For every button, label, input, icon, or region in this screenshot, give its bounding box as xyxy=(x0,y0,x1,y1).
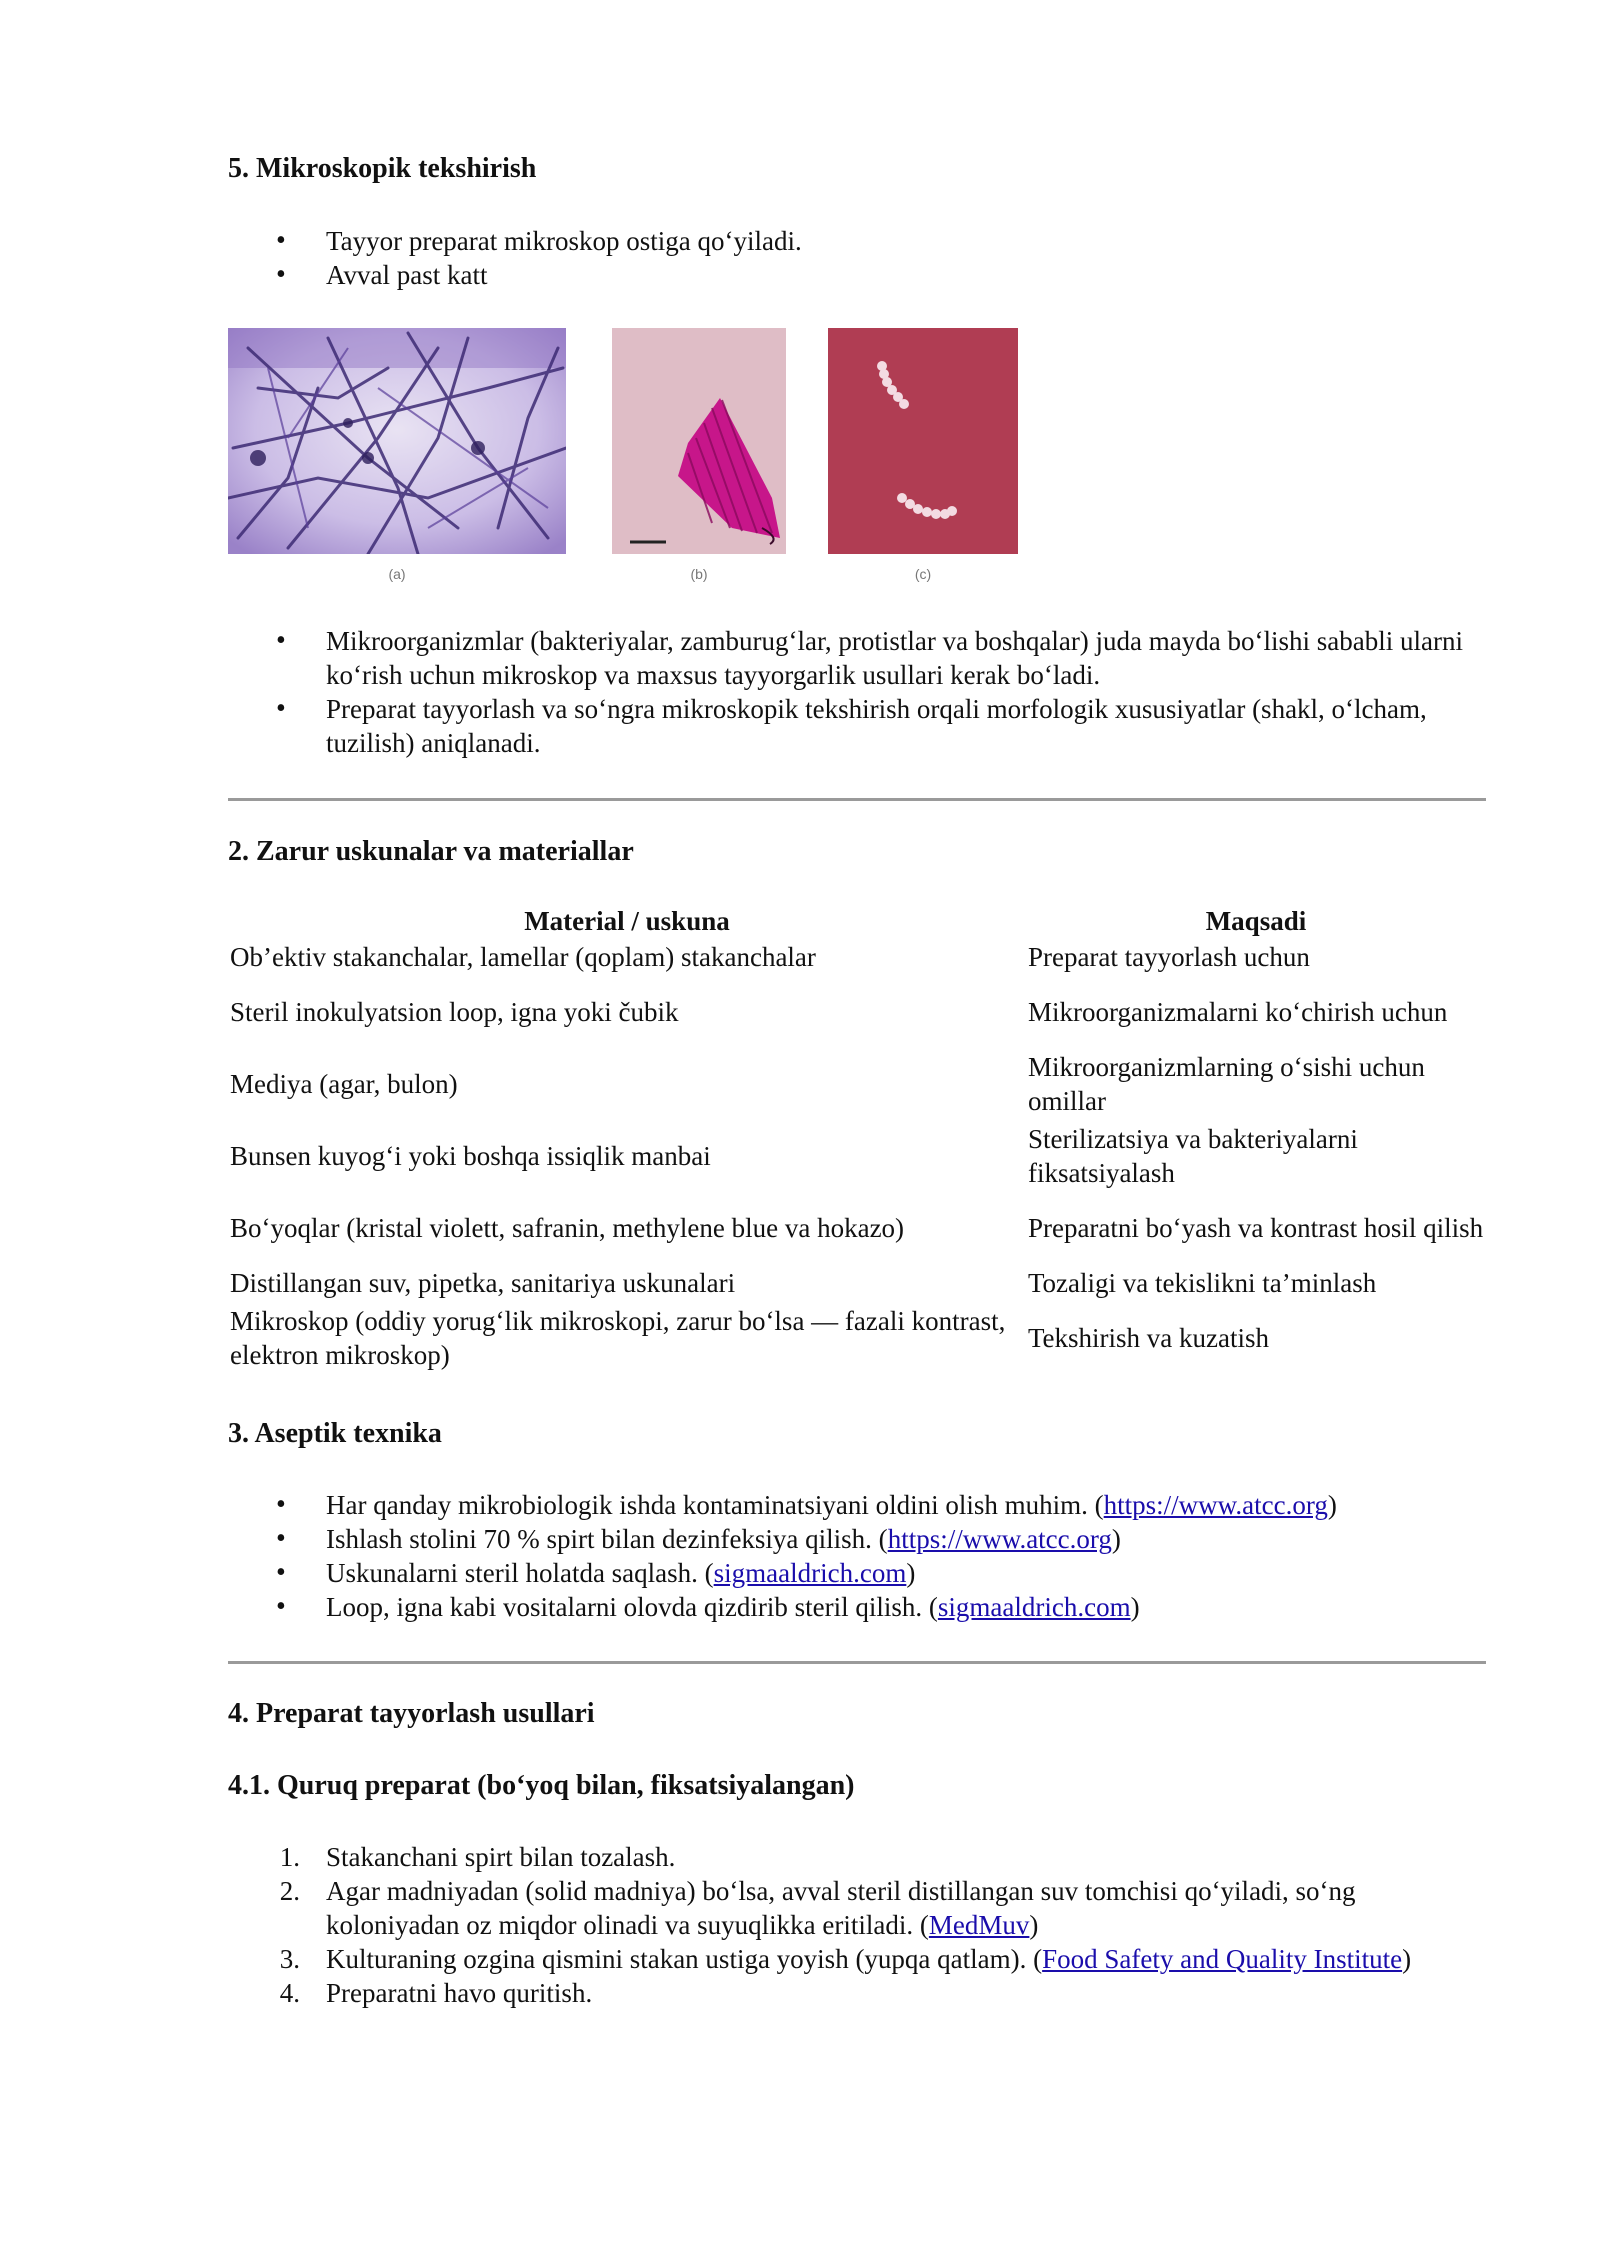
preparation-steps-list xyxy=(270,1840,1470,2010)
list-item-text: Har qanday mikrobiologik ishda kontaminatsiyani oldini olish muhim. ( xyxy=(326,1490,1104,1520)
list-item-text: Agar madniyadan (solid madniya) bo‘lsa, avval steril distillangan suv tomchisi qo‘yiladi, so‘ng koloniyadan oz miqdor olinadi va suyuqlikka eritiladi. ( xyxy=(326,1876,1356,1940)
step-number: 1. xyxy=(279,1842,300,1872)
materials-table xyxy=(228,900,1486,1374)
table-cell: Preparatni bo‘yash va kontrast hosil qilish xyxy=(1027,1213,1484,1243)
horizontal-rule xyxy=(228,1661,1486,1664)
source-link[interactable]: sigmaaldrich.com xyxy=(937,1592,1131,1622)
list-item xyxy=(270,1976,1470,2010)
table-cell: Bo‘yoqlar (kristal violett, safranin, methylene blue va hokazo) xyxy=(230,1213,905,1243)
section-heading-preparation: 4. Preparat tayyorlash usullari xyxy=(228,1698,595,1729)
list-item-text: ) xyxy=(1029,1910,1039,1940)
table-cell: Mikroorganizmlarning o‘sishi uchun omillar xyxy=(1027,1052,1425,1116)
list-item: • Tayyor preparat mikroskop ostiga qo‘yiladi. xyxy=(270,224,1470,258)
table-header-material: Material / uskuna xyxy=(524,906,730,936)
micrograph-b-image xyxy=(612,328,786,554)
table-cell: Mikroorganizmalarni ko‘chirish uchun xyxy=(1027,997,1448,1027)
table-cell: Preparat tayyorlash uchun xyxy=(1027,942,1310,972)
list-item-text: ) xyxy=(1402,1944,1412,1974)
table-cell: Mikroskop (oddiy yorug‘lik mikroskopi, zarur bo‘lsa — fazali kontrast, elektron mikroskop) xyxy=(230,1306,1006,1370)
list-item xyxy=(270,1556,1470,1590)
bullet-list-bottom xyxy=(270,624,1470,760)
section-heading-microscopy: 5. Mikroskopik tekshirish xyxy=(228,153,537,184)
table-row xyxy=(228,938,1486,976)
figure-caption-c: (c) xyxy=(914,566,932,582)
table-row xyxy=(228,1120,1486,1192)
step-number: 2. xyxy=(279,1876,300,1906)
step-number: 3. xyxy=(279,1944,300,1974)
source-link[interactable]: sigmaaldrich.com xyxy=(713,1558,907,1588)
micrograph-a-image xyxy=(228,328,566,554)
list-item xyxy=(270,1874,1470,1942)
aseptic-list xyxy=(270,1488,1470,1624)
list-item-text: Uskunalarni steril holatda saqlash. ( xyxy=(326,1558,714,1588)
source-link[interactable]: https://www.atcc.org xyxy=(1103,1490,1328,1520)
table-cell: Steril inokulyatsion loop, igna yoki čubik xyxy=(230,997,679,1027)
figure-caption-b: (b) xyxy=(690,566,708,582)
horizontal-rule xyxy=(228,798,1486,801)
table-header-row xyxy=(228,900,1486,938)
list-item xyxy=(270,1840,1470,1874)
source-link[interactable]: https://www.atcc.org xyxy=(887,1524,1112,1554)
table-row xyxy=(228,976,1486,1048)
list-item-text: Preparatni havo quritish. xyxy=(326,1978,593,2008)
table-cell: Tekshirish va kuzatish xyxy=(1027,1323,1270,1353)
table-row xyxy=(228,1192,1486,1264)
source-link[interactable]: Food Safety and Quality Institute xyxy=(1042,1944,1403,1974)
list-item-text: Stakanchani spirt bilan tozalash. xyxy=(326,1842,676,1872)
list-item xyxy=(270,1488,1470,1522)
table-cell: Tozaligi va tekislikni ta’minlash xyxy=(1027,1268,1377,1298)
table-row xyxy=(228,1264,1486,1302)
micrograph-c-image xyxy=(828,328,1018,554)
list-item: • Mikroorganizmlar (bakteriyalar, zamburug‘lar, protistlar va boshqalar) juda mayda bo‘lishi sababli ularni ko‘rish uchun mikroskop va maxsus tayyorgarlik usullari kerak bo‘ladi. xyxy=(270,624,1470,692)
list-item xyxy=(270,1590,1470,1624)
list-item-text: ) xyxy=(1130,1592,1140,1622)
table-cell: Ob’ektiv stakanchalar, lamellar (qoplam) stakanchalar xyxy=(230,942,816,972)
list-item-text: ) xyxy=(906,1558,916,1588)
table-header-purpose: Maqsadi xyxy=(1205,906,1307,936)
list-item-text: ) xyxy=(1111,1524,1121,1554)
table-row xyxy=(228,1302,1486,1374)
list-item-text: ) xyxy=(1327,1490,1337,1520)
list-item: • Preparat tayyorlash va so‘ngra mikroskopik tekshirish orqali morfologik xususiyatlar (shakl, o‘lcham, tuzilish) aniqlanadi. xyxy=(270,692,1470,760)
list-item xyxy=(270,1942,1470,1976)
section-heading-aseptic: 3. Aseptik texnika xyxy=(228,1418,442,1449)
list-item-text: Kulturaning ozgina qismini stakan ustiga yoyish (yupqa qatlam). ( xyxy=(326,1944,1043,1974)
source-link[interactable]: MedMuv xyxy=(928,1910,1030,1940)
list-item xyxy=(270,1522,1470,1556)
bullet-list-top xyxy=(270,224,1470,292)
figure-caption-a: (a) xyxy=(388,566,406,582)
section-heading-equipment: 2. Zarur uskunalar va materiallar xyxy=(228,836,634,867)
list-item-text: Loop, igna kabi vositalarni olovda qizdirib steril qilish. ( xyxy=(326,1592,938,1622)
table-cell: Mediya (agar, bulon) xyxy=(230,1069,458,1099)
table-cell: Sterilizatsiya va bakteriyalarni fiksatsiyalash xyxy=(1027,1124,1358,1188)
list-item-text: Ishlash stolini 70 % spirt bilan dezinfeksiya qilish. ( xyxy=(326,1524,888,1554)
step-number: 4. xyxy=(279,1978,300,2008)
table-cell: Distillangan suv, pipetka, sanitariya uskunalari xyxy=(230,1268,736,1298)
table-cell: Bunsen kuyog‘i yoki boshqa issiqlik manbai xyxy=(230,1141,711,1171)
list-item: • Avval past katt xyxy=(270,258,1470,292)
subsection-heading-dry-preparation: 4.1. Quruq preparat (bo‘yoq bilan, fiksatsiyalangan) xyxy=(228,1770,855,1801)
table-row xyxy=(228,1048,1486,1120)
